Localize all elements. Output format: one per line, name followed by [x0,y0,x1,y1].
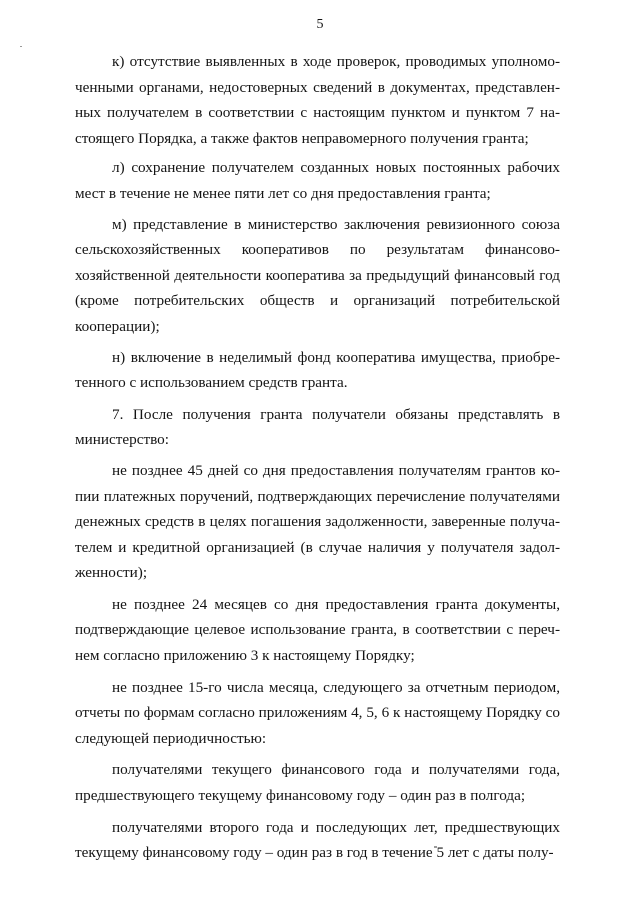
paragraph-24-months: не позднее 24 месяцев со дня предоставления гранта документы, подтверждающие целевое использование гранта, в соответствии с перечнем согласно приложению 3 к настоящему Порядку; [75,595,560,665]
paragraph-second-year: получателями второго года и последующих лет, предшествующих текущему финансовому году – один раз в год в течение 5 лет с даты полу- [75,818,560,862]
paragraph-current-year: получателями текущего финансового года и получателями года, предшествующего текущему финансовому году – один раз в полгода; [75,761,560,805]
scan-speck [20,46,22,47]
paragraph-45-days: не позднее 45 дней со дня предоставления получателям грантов копии платежных поручений, подтверждающих перечисление получателями денежных средств в целях погашения задолженности, заверенные получателем и кредитной организацией (в случае наличия у получателя задолженности); [75,461,560,582]
page-number: 5 [316,17,324,32]
paragraph-n: н) включение в неделимый фонд кооператива имущества, приобретенного с использованием средств гранта. [75,348,560,392]
paragraph-15th-day: не позднее 15-го числа месяца, следующего за отчетным периодом, отчеты по формам согласно приложениям 4, 5, 6 к настоящему Порядку со следующей периодичностью: [75,678,560,747]
paragraph-k: к) отсутствие выявленных в ходе проверок, проводимых уполномоченными органами, недостоверных сведений в документах, представленных получателем в соответствии с настоящим пунктом и пунктом 7 настоящего Порядка, а также фактов неправомерного получения гранта; [75,53,560,147]
document-body [75,49,560,866]
paragraph-item-7: 7. После получения гранта получатели обязаны представлять в министерство: [75,405,560,449]
paragraph-l: л) сохранение получателем созданных новых постоянных рабочих мест в течение не менее пяти лет со дня предоставления гранта; [75,159,560,202]
paragraph-m: м) представление в министерство заключения ревизионного союза сельскохозяйственных кооперативов по результатам финансово-хозяйственной деятельности кооператива за предыдущий финансовый год (кроме потребительских обществ и организаций потребительской кооперации); [75,215,560,335]
